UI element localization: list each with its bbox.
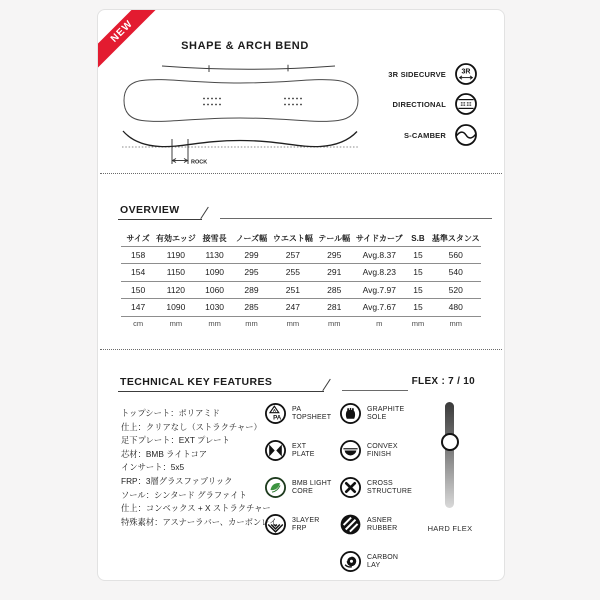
table-header-row: サイズ 有効エッジ 接雪長 ノーズ幅 ウエスト幅 テール幅 サイドカーブ S.B 基準スタンス	[121, 231, 481, 247]
shape-feature-label: 3R SIDECURVE	[388, 69, 446, 79]
feature-cross-structure	[339, 476, 412, 499]
table-row: 154 1150 1090 295 255 291 Avg.8.23 15 540	[121, 264, 481, 282]
feature-icon-label: CONVEX FINISH	[367, 442, 398, 458]
feature-pa-topsheet	[264, 402, 331, 425]
feature-icon-label: CARBON LAY	[367, 553, 399, 569]
feature-line: 特殊素材：アスナーラバー、カーボンレイ	[121, 516, 278, 527]
carbon-lay-icon	[339, 550, 362, 573]
hard-flex-label: HARD FLEX	[427, 524, 473, 533]
shape-feature-label: S-CAMBER	[403, 130, 446, 140]
feature-convex-finish	[339, 439, 398, 462]
feature-icon-label: GRAPHITE SOLE	[367, 405, 405, 421]
feature-icon-label: 3LAYER FRP	[292, 516, 320, 532]
feature-line: 仕上：クリアなし（ストラクチャー）	[121, 421, 262, 432]
graphite-sole-icon	[339, 402, 362, 425]
feature-line: FRP：3層グラスファブリック	[121, 475, 233, 486]
table-row: 147 1090 1030 285 247 281 Avg.7.67 15 480	[121, 299, 481, 317]
convex-finish-icon	[339, 439, 362, 462]
rock-label: ROCK	[191, 159, 208, 166]
bmb-light-core-icon	[264, 476, 287, 499]
overview-underline	[118, 219, 202, 220]
flex-rating-label: FLEX : 7 / 10	[411, 376, 475, 387]
technical-title: TECHNICAL KEY FEATURES	[120, 376, 273, 388]
technical-rule	[342, 390, 408, 391]
ext-plate-icon	[264, 439, 287, 462]
feature-asner-rubber	[339, 513, 397, 536]
svg-text:A: A	[272, 407, 277, 413]
feature-line: トップシート：ポリアミド	[121, 408, 220, 418]
feature-line: 芯材：BMB ライトコア	[121, 448, 208, 459]
feature-line: 仕上：コンベックス + X ストラクチャー	[121, 503, 271, 514]
spec-sheet-card	[97, 9, 505, 581]
3layer-frp-icon	[264, 513, 287, 536]
feature-line: 足下プレート：EXT プレート	[121, 435, 230, 446]
overview-title: OVERVIEW	[120, 204, 180, 216]
shape-feature-directional	[393, 92, 478, 116]
table-row: 158 1190 1130 299 257 295 Avg.8.37 15 560	[121, 247, 481, 265]
feature-bmb-light-core	[264, 476, 332, 499]
3r-sidecurve-icon	[454, 62, 478, 86]
shape-feature-label: DIRECTIONAL	[392, 99, 446, 109]
shape-feature-s-camber	[404, 123, 478, 147]
svg-text:3R: 3R	[461, 68, 471, 76]
feature-carbon-lay	[339, 550, 398, 573]
feature-line: ソール：シンタード グラファイト	[121, 489, 247, 500]
feature-icon-label: BMB LIGHT CORE	[292, 479, 332, 495]
snowboard-diagram	[120, 57, 360, 169]
feature-ext-plate	[264, 439, 315, 462]
cross-structure-icon	[339, 476, 362, 499]
feature-icon-label: CROSS STRUCTURE	[367, 479, 412, 495]
overview-rule	[220, 218, 492, 219]
feature-graphite-sole	[339, 402, 404, 425]
feature-line: インサート：5x5	[121, 462, 185, 473]
overview-slash	[200, 207, 209, 219]
new-ribbon: NEW	[98, 10, 156, 68]
pa-topsheet-icon	[264, 402, 287, 425]
feature-icon-label: ASNER RUBBER	[367, 516, 398, 532]
size-spec-table	[121, 231, 481, 331]
table-row: 150 1120 1060 289 251 285 Avg.7.97 15 520	[121, 282, 481, 300]
shape-section-title: SHAPE & ARCH BEND	[181, 40, 309, 52]
asner-rubber-icon	[339, 513, 362, 536]
technical-underline	[118, 391, 324, 392]
flex-gauge-knob	[441, 433, 459, 451]
feature-icon-label: PA TOPSHEET	[292, 405, 332, 421]
feature-spec-list	[121, 407, 277, 529]
technical-slash	[322, 379, 331, 391]
feature-3layer-frp	[264, 513, 320, 536]
section-divider	[100, 349, 502, 350]
s-camber-icon	[454, 123, 478, 147]
flex-gauge-bar	[445, 402, 454, 508]
svg-text:PA: PA	[273, 414, 282, 422]
table-units-row: cm mm mm mm mm mm m mm mm	[133, 319, 462, 328]
directional-icon	[454, 92, 478, 116]
section-divider	[100, 173, 502, 174]
shape-feature-3r-sidecurve	[388, 62, 478, 86]
feature-icon-label: EXT PLATE	[292, 442, 315, 458]
